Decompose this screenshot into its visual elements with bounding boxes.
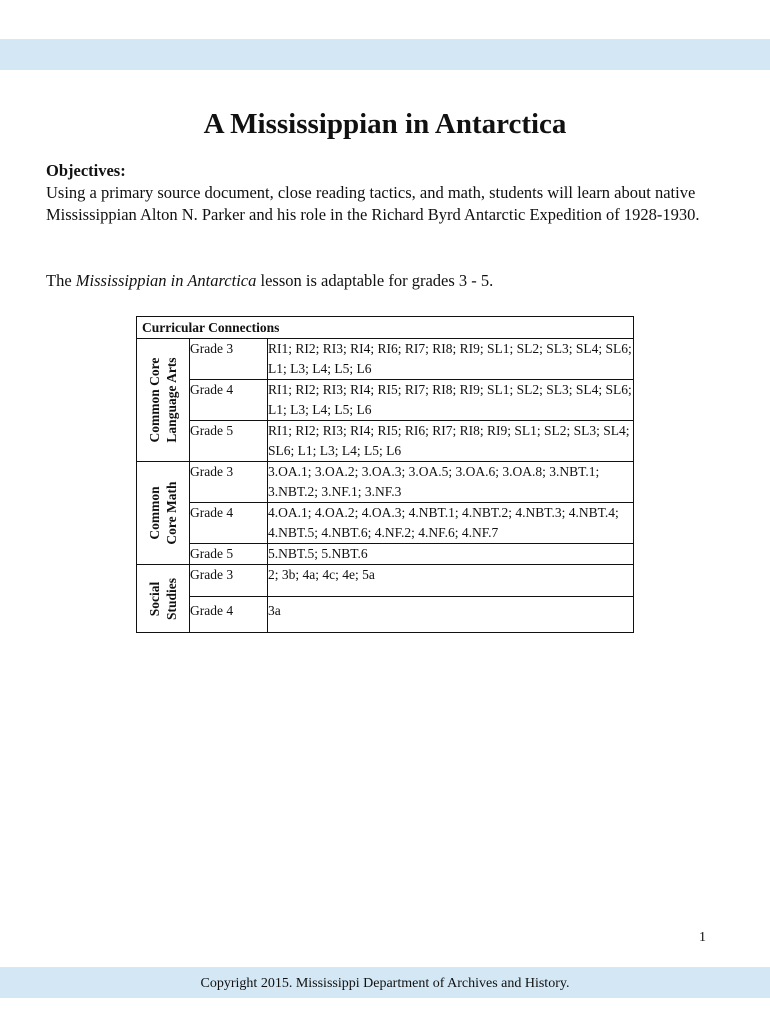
category-label <box>146 481 180 544</box>
standards-cell: 3.OA.1; 3.OA.2; 3.OA.3; 3.OA.5; 3.OA.6; 3.OA.8; 3.NBT.1; 3.NBT.2; 3.NF.1; 3.NF.3 <box>268 462 634 503</box>
category-label-line: Studies <box>164 577 179 620</box>
grade-cell: Grade 3 <box>190 565 268 597</box>
table-header: Curricular Connections <box>137 317 634 339</box>
grade-cell: Grade 4 <box>190 380 268 421</box>
objectives-heading: Objectives: <box>46 161 126 180</box>
header-band <box>0 39 770 70</box>
grades-statement <box>46 270 726 292</box>
objectives-text: Using a primary source document, close reading tactics, and math, students will learn about native Mississippian Alton N. Parker and his role in the Richard Byrd Antarctic Expedition of 1928-1930. <box>46 183 700 224</box>
curricular-connections-table <box>136 316 634 633</box>
table-header-row <box>137 317 634 339</box>
page-title: A Mississippian in Antarctica <box>203 108 567 140</box>
standards-cell: 4.OA.1; 4.OA.2; 4.OA.3; 4.NBT.1; 4.NBT.2; 4.NBT.3; 4.NBT.4; 4.NBT.5; 4.NBT.6; 4.NF.2; 4.NF.6; 4.NF.7 <box>268 503 634 544</box>
category-language-arts <box>137 339 190 462</box>
category-label-line: Common Core <box>147 357 162 443</box>
standards-cell: 3a <box>268 597 634 633</box>
table-row <box>137 565 634 597</box>
grades-statement-prefix: The <box>46 271 76 290</box>
category-label <box>146 357 180 442</box>
table-row <box>137 462 634 503</box>
grade-cell: Grade 5 <box>190 544 268 565</box>
standards-cell: RI1; RI2; RI3; RI4; RI5; RI6; RI7; RI8; RI9; SL1; SL2; SL3; SL4; SL6; L1; L3; L4; L5; L6 <box>268 421 634 462</box>
category-label-line: Social <box>147 581 162 616</box>
standards-cell: 2; 3b; 4a; 4c; 4e; 5a <box>268 565 634 597</box>
table-row <box>137 544 634 565</box>
page-number: 1 <box>699 930 706 945</box>
category-label-line: Common <box>147 486 162 540</box>
category-math <box>137 462 190 565</box>
grades-statement-suffix: lesson is adaptable for grades 3 - 5. <box>256 271 494 290</box>
grade-cell: Grade 4 <box>190 503 268 544</box>
standards-cell: 5.NBT.5; 5.NBT.6 <box>268 544 634 565</box>
footer-band <box>0 967 770 998</box>
standards-cell: RI1; RI2; RI3; RI4; RI6; RI7; RI8; RI9; SL1; SL2; SL3; SL4; SL6; L1; L3; L4; L5; L6 <box>268 339 634 380</box>
table-row <box>137 597 634 633</box>
category-label <box>146 577 180 619</box>
grade-cell: Grade 3 <box>190 462 268 503</box>
table-row <box>137 421 634 462</box>
objectives-section <box>46 160 726 226</box>
table-row <box>137 503 634 544</box>
category-label-line: Language Arts <box>164 357 179 443</box>
lesson-name: Mississippian in Antarctica <box>75 271 257 290</box>
category-label-line: Core Math <box>164 481 179 545</box>
copyright-footer: Copyright 2015. Mississippi Department of Archives and History. <box>200 975 570 991</box>
grade-cell: Grade 3 <box>190 339 268 380</box>
category-social-studies <box>137 565 190 633</box>
table-row <box>137 380 634 421</box>
standards-cell: RI1; RI2; RI3; RI4; RI5; RI7; RI8; RI9; SL1; SL2; SL3; SL4; SL6; L1; L3; L4; L5; L6 <box>268 380 634 421</box>
grade-cell: Grade 4 <box>190 597 268 633</box>
table-row <box>137 339 634 380</box>
grade-cell: Grade 5 <box>190 421 268 462</box>
